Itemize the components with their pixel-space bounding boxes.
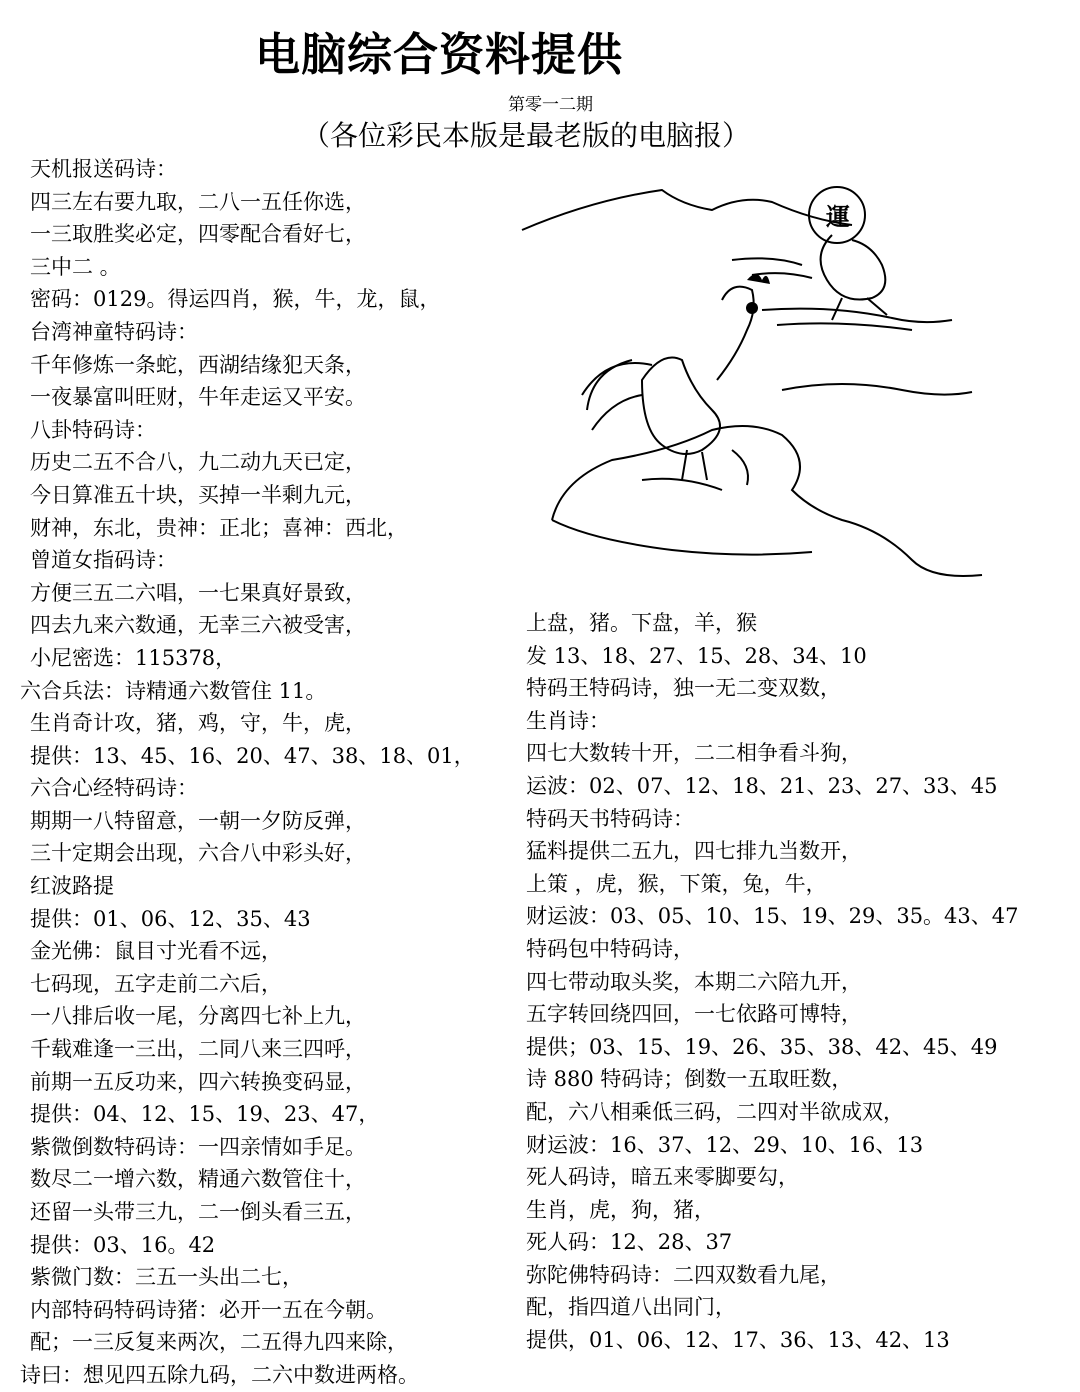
text-line: 金光佛：鼠目寸光看不远， [30, 939, 282, 964]
text-line: 配，六八相乘低三码，二四对半欲成双， [526, 1099, 904, 1124]
text-line: 生肖，虎，狗，猪， [526, 1197, 715, 1222]
text-line: 死人码：12、28、37 [526, 1230, 733, 1255]
text-line: 红波路提 [30, 874, 114, 899]
text-line: 五字转回绕四回，一七依路可博特， [526, 1002, 862, 1027]
right-column [526, 607, 1066, 1357]
text-line: 配，指四道八出同门， [526, 1295, 736, 1320]
text-line: 前期一五反功来，四六转换变码显， [30, 1069, 366, 1094]
page-title: 电脑综合资料提供 [255, 28, 624, 81]
text-line: 诗 880 特码诗；倒数一五取旺数， [526, 1067, 853, 1092]
text-line: 三中二 。 [30, 254, 121, 279]
text-line: 数尽二一增六数，精通六数管住十， [30, 1167, 366, 1192]
text-line: 猛料提供二五九，四七排九当数开， [526, 839, 862, 864]
text-line: 财运波：16、37、12、29、10、16、13 [526, 1132, 924, 1157]
text-line: 七码现，五字走前二六后， [30, 971, 282, 996]
text-line: 紫微倒数特码诗：一四亲情如手足。 [30, 1134, 366, 1159]
text-line: 曾道女指码诗： [30, 548, 177, 573]
page-subtitle: （各位彩民本版是最老版的电脑报） [302, 119, 751, 152]
text-line: 死人码诗，暗五来零脚要勾， [526, 1165, 799, 1190]
text-line: 三十定期会出现，六合八中彩头好， [30, 841, 366, 866]
badge-glyph: 運 [826, 203, 850, 231]
text-line: 运波：02、07、12、18、21、23、27、33、45 [526, 773, 998, 798]
text-line: 四七带动取头奖，本期二六陪九开， [526, 969, 862, 994]
text-line: 特码王特码诗，独一无二变双数， [526, 676, 841, 701]
text-line: 历史二五不合八，九二动九天已定， [30, 450, 366, 475]
text-line: 还留一头带三九，二一倒头看三五， [30, 1200, 366, 1224]
text-line: 六合心经特码诗： [30, 776, 198, 801]
text-line: 天机报送码诗： [30, 157, 177, 181]
text-line: 配；一三反复来两次，二五得九四来除， [30, 1330, 408, 1355]
text-line: 生肖诗： [526, 708, 610, 733]
text-line: 内部特码特码诗猪：必开一五在今朝。 [30, 1297, 387, 1322]
text-line: 密码：0129。得运四肖，猴，牛，龙，鼠， [30, 287, 441, 312]
text-line: 上盘，猪。下盘，羊，猴 [526, 611, 757, 635]
left-column [20, 153, 510, 1392]
rooster-illustration [512, 180, 992, 600]
rooster-eye [746, 302, 758, 314]
text-line: 四三左右要九取，二八一五任你选， [30, 189, 366, 214]
rooster-comb [747, 274, 770, 284]
text-line: 生肖奇计攻，猪，鸡，守，牛，虎， [30, 711, 366, 736]
text-line: 六合兵法：诗精通六数管住 11。 [20, 678, 327, 703]
text-line: 发 13、18、27、15、28、34、10 [526, 643, 867, 668]
text-line: 台湾神童特码诗： [30, 319, 198, 344]
text-line: 提供：13、45、16、20、47、38、18、01， [30, 743, 475, 768]
text-line: 一夜暴富叫旺财，牛年走运又平安。 [30, 385, 366, 410]
text-line: 财神，东北，贵神：正北；喜神：西北， [30, 515, 408, 540]
text-line: 提供，01、06、12、17、36、13、42、13 [526, 1328, 950, 1353]
text-line: 千年修炼一条蛇，西湖结缘犯天条， [30, 352, 366, 377]
text-line: 紫微门数：三五一头出二七， [30, 1265, 303, 1290]
text-line: 八卦特码诗： [30, 417, 156, 442]
text-line: 提供；03、15、19、26、35、38、42、45、49 [526, 1034, 998, 1059]
text-line: 方便三五二六唱，一七果真好景致， [30, 580, 366, 605]
text-line: 上策 ，虎，猴，下策，兔，牛， [526, 871, 827, 896]
text-line: 四七大数转十开，二二相争看斗狗， [526, 741, 862, 766]
issue-number: 第零一二期 [508, 95, 593, 115]
text-line: 今日算准五十块，买掉一半剩九元， [30, 482, 366, 507]
text-line: 提供：03、16。42 [30, 1232, 216, 1257]
text-line: 一八排后收一尾，分离四七补上九， [30, 1004, 366, 1029]
text-line: 一三取胜奖必定，四零配合看好七， [30, 222, 366, 247]
text-line: 财运波：03、05、10、15、19、29、35。43、47 [526, 904, 1019, 929]
text-line: 特码天书特码诗： [526, 806, 694, 831]
text-line: 期期一八特留意，一朝一夕防反弹， [30, 808, 366, 833]
text-line: 小尼密选：115378， [30, 645, 237, 670]
text-line: 特码包中特码诗， [526, 936, 694, 961]
text-line: 提供：01、06、12、35、43 [30, 906, 311, 931]
text-line: 千载难逢一三出，二同八来三四呼， [30, 1037, 366, 1062]
text-line: 提供：04、12、15、19、23、47， [30, 1102, 380, 1127]
text-line: 弥陀佛特码诗：二四双数看九尾， [526, 1262, 841, 1287]
text-line: 四去九来六数通，无幸三六被受害， [30, 613, 366, 638]
text-line: 诗曰：想见四五除九码，二六中数进两格。 [20, 1362, 419, 1387]
